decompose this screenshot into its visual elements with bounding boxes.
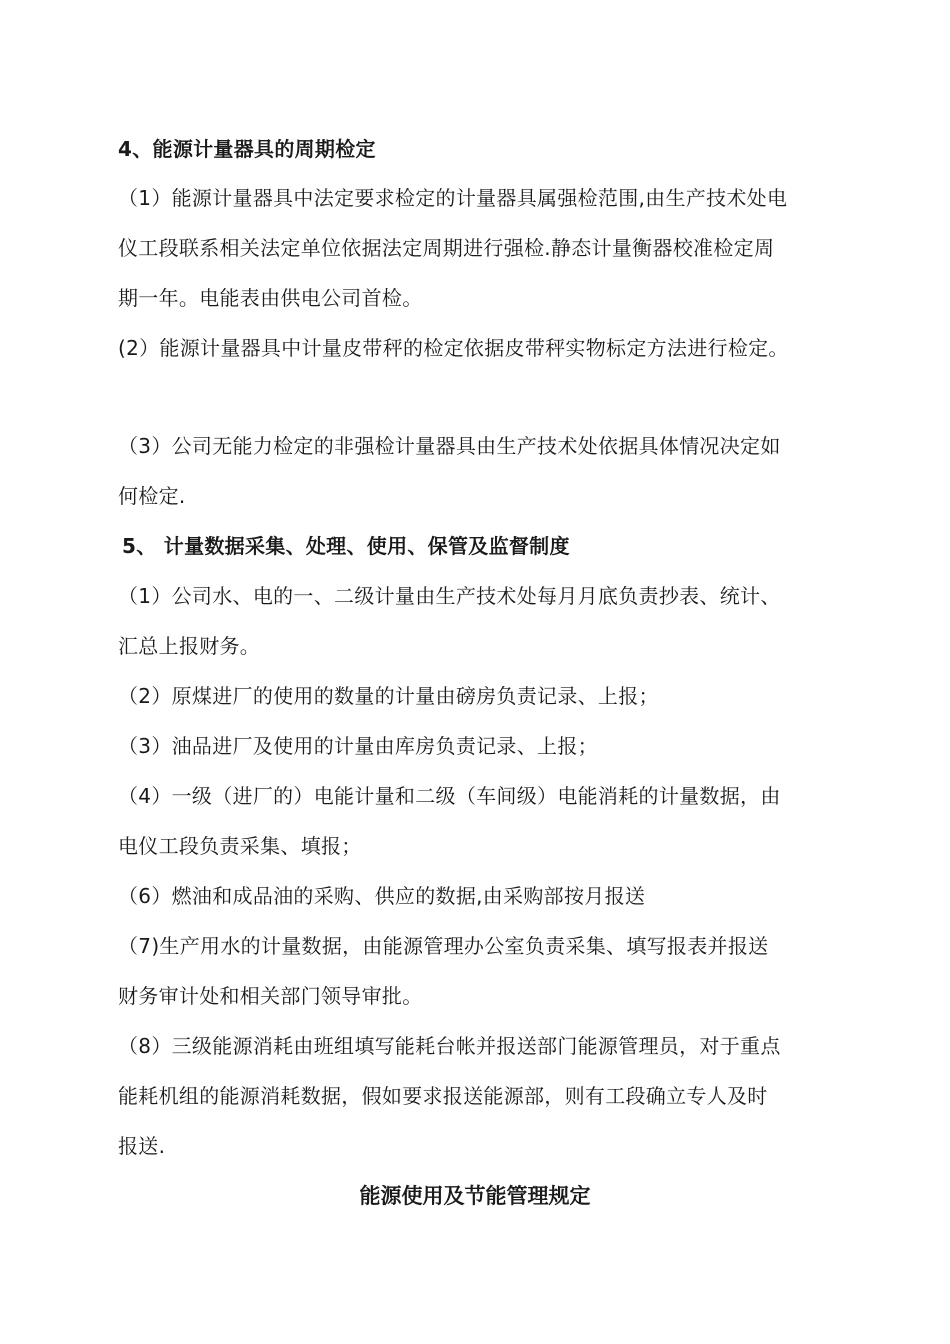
- section-4-item-1-line-1: （1）能源计量器具中法定要求检定的计量器具属强检范围,由生产技术处电: [118, 186, 788, 210]
- section-5-item-6: （6）燃油和成品油的采购、供应的数据,由采购部按月报送: [118, 884, 646, 908]
- section-5-item-7-line-2: 财务审计处和相关部门领导审批。: [118, 984, 423, 1008]
- section-5-item-1-line-2: 汇总上报财务。: [118, 634, 261, 658]
- section-4-item-2: (2）能源计量器具中计量皮带秤的检定依据皮带秤实物标定方法进行检定。: [118, 336, 789, 360]
- section-5-item-4-line-2: 电仪工段负责采集、填报；: [118, 834, 362, 858]
- section-4-item-3-line-1: （3）公司无能力检定的非强检计量器具由生产技术处依据具体情况决定如: [118, 434, 781, 458]
- next-section-title: 能源使用及节能管理规定: [359, 1184, 591, 1208]
- section-4-item-3-line-2: 何检定.: [118, 484, 186, 508]
- section-5-item-8-line-3: 报送.: [118, 1134, 166, 1158]
- section-4-item-1-line-2: 仪工段联系相关法定单位依据法定周期进行强检.静态计量衡器校准检定周: [118, 236, 775, 260]
- section-5-item-7-line-1: （7)生产用水的计量数据，由能源管理办公室负责采集、填写报表并报送: [118, 934, 769, 958]
- section-5-item-4-line-1: （4）一级（进厂的）电能计量和二级（车间级）电能消耗的计量数据，由: [118, 784, 781, 808]
- section-5-heading: 5、 计量数据采集、处理、使用、保管及监督制度: [122, 534, 570, 558]
- section-4-item-1-line-3: 期一年。电能表由供电公司首检。: [118, 286, 423, 310]
- section-5-item-8-line-1: （8）三级能源消耗由班组填写能耗台帐并报送部门能源管理员，对于重点: [118, 1034, 781, 1058]
- section-4-heading: 4、能源计量器具的周期检定: [118, 137, 376, 161]
- section-5-item-2: （2）原煤进厂的使用的数量的计量由磅房负责记录、上报；: [118, 684, 659, 708]
- section-5-item-3: （3）油品进厂及使用的计量由库房负责记录、上报；: [118, 734, 598, 758]
- section-5-item-1-line-1: （1）公司水、电的一、二级计量由生产技术处每月月底负责抄表、统计、: [118, 584, 781, 608]
- section-5-item-8-line-2: 能耗机组的能源消耗数据，假如要求报送能源部，则有工段确立专人及时: [118, 1084, 768, 1108]
